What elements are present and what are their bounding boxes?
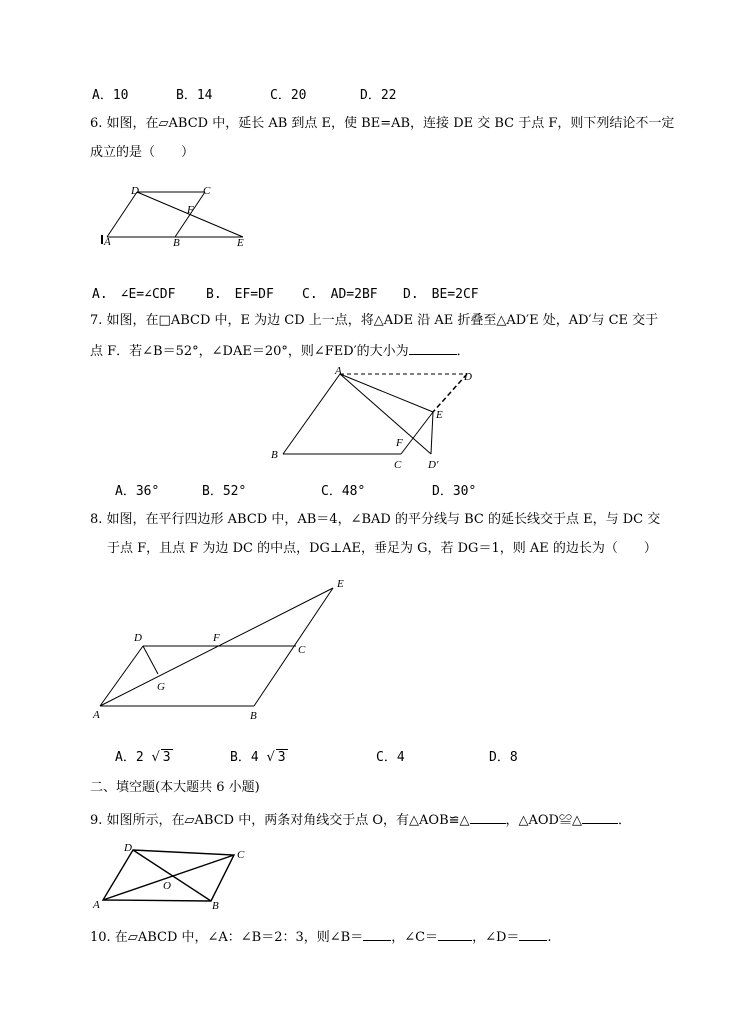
q8-label-d: D xyxy=(134,632,142,644)
q8-label-c: C xyxy=(298,644,306,656)
q8-label-f: F xyxy=(213,632,220,644)
q10-answer-blank-c[interactable] xyxy=(438,928,472,941)
q6-figure xyxy=(95,180,265,250)
q8-option-a-radicand: 3 xyxy=(162,750,171,765)
q7-label-e: E xyxy=(436,409,443,421)
q8-label-e: E xyxy=(337,578,344,590)
q10-text-e: . xyxy=(547,930,552,945)
q6-question-line1: 6. 如图，在▱ABCD 中，延长 AB 到点 E，使 BE=AB，连接 DE 交 BC 于点 F，则下列结论不一定 xyxy=(90,116,675,131)
q9-label-c: C xyxy=(237,849,245,861)
q5-option-d: D．22 xyxy=(360,88,397,103)
q7-option-b: B．52° xyxy=(202,484,247,499)
q10-text-b: ABCD 中，∠A：∠B＝2：3，则∠B＝ xyxy=(137,930,364,945)
q6-label-a: A xyxy=(104,236,111,248)
section-title-fill-in: 二、填空题(本大题共 6 小题) xyxy=(90,780,260,795)
q6-option-d: D. BE=2CF xyxy=(403,287,479,302)
q6-option-c: C. AD=2BF xyxy=(302,287,378,302)
q9-figure xyxy=(88,838,253,910)
q9-text-d: ． xyxy=(617,813,631,828)
q9-answer-blank-1[interactable] xyxy=(470,811,506,824)
q6-label-e: E xyxy=(237,237,244,249)
q6-option-a: A. ∠E=∠CDF xyxy=(92,287,176,302)
q8-label-b: B xyxy=(250,710,257,722)
q7-label-d: D xyxy=(464,371,472,383)
q8-option-d: D．8 xyxy=(489,750,518,765)
q7-option-c: C．48° xyxy=(321,484,366,499)
q10-text-c: ，∠C＝ xyxy=(391,930,439,945)
q8-figure xyxy=(88,572,358,727)
q7-question-text: 点 F．若∠B＝52°，∠DAE＝20°，则∠FED′的大小为 xyxy=(90,344,409,359)
q8-option-b-radicand: 3 xyxy=(277,750,286,765)
q9-label-d: D xyxy=(124,842,132,854)
q9-text-a: 9. 如图所示，在 xyxy=(90,813,185,828)
q7-label-c: C xyxy=(394,459,402,471)
q7-label-d-prime: D′ xyxy=(428,459,439,471)
q8-option-a-prefix: A．2 xyxy=(115,750,144,765)
q7-option-a: A．36° xyxy=(115,484,160,499)
q8-question-line2: 于点 F，且点 F 为边 DC 的中点，DG⊥AE，垂足为 G，若 DG＝1，则 AE 的边长为（ ） xyxy=(107,541,657,556)
q9-answer-blank-2[interactable] xyxy=(582,811,618,824)
q6-label-f: F xyxy=(187,204,194,216)
q5-option-c: C．20 xyxy=(270,88,307,103)
q7-question-end: ． xyxy=(456,344,470,359)
q9-label-o: O xyxy=(163,880,171,892)
q8-option-b-prefix: B．4 xyxy=(230,750,259,765)
q10-answer-blank-b[interactable] xyxy=(363,928,391,941)
q5-option-a: A．10 xyxy=(92,88,129,103)
q9-text-c: ，△AOD≌△ xyxy=(505,813,582,828)
q7-figure xyxy=(265,362,490,477)
q7-label-b: B xyxy=(271,449,278,461)
q6-option-b: B. EF=DF xyxy=(206,287,274,302)
q7-option-d: D．30° xyxy=(432,484,477,499)
q9-text-b: ABCD 中，两条对角线交于点 O，有△AOB≌△ xyxy=(194,813,470,828)
q8-label-a: A xyxy=(93,709,100,721)
q10-question xyxy=(90,928,552,947)
parallelogram-icon: ▱ xyxy=(184,813,195,828)
q5-option-b: B．14 xyxy=(176,88,213,103)
q6-question-line2: 成立的是（ ） xyxy=(90,145,195,160)
q7-answer-blank[interactable] xyxy=(409,342,457,355)
q8-option-c: C．4 xyxy=(376,750,405,765)
q6-label-c: C xyxy=(203,185,211,197)
q9-question xyxy=(90,811,631,830)
q7-label-f: F xyxy=(396,437,403,449)
q7-question-line2 xyxy=(90,342,470,361)
q10-text-d: ，∠D＝ xyxy=(472,930,520,945)
q8-label-g: G xyxy=(157,681,165,693)
q10-text-a: 10. 在 xyxy=(90,930,128,945)
q8-option-b: B．4 √ 3 xyxy=(230,750,286,765)
q9-label-b: B xyxy=(212,900,219,910)
q6-label-b: B xyxy=(173,237,180,249)
q10-answer-blank-d[interactable] xyxy=(519,928,547,941)
q9-label-a: A xyxy=(93,899,100,910)
q8-question-line1: 8. 如图，在平行四边形 ABCD 中，AB＝4，∠BAD 的平分线与 BC 的延长线交于点 E，与 DC 交 xyxy=(90,512,661,527)
parallelogram-icon: ▱ xyxy=(127,930,138,945)
q6-label-d: D xyxy=(131,185,139,197)
q8-option-a: A．2 √ 3 xyxy=(115,750,171,765)
q7-question-line1: 7. 如图，在□ABCD 中，E 为边 CD 上一点，将△ADE 沿 AE 折叠至△AD′E 处，AD′与 CE 交于 xyxy=(90,313,659,328)
q7-label-a: A xyxy=(335,365,342,377)
